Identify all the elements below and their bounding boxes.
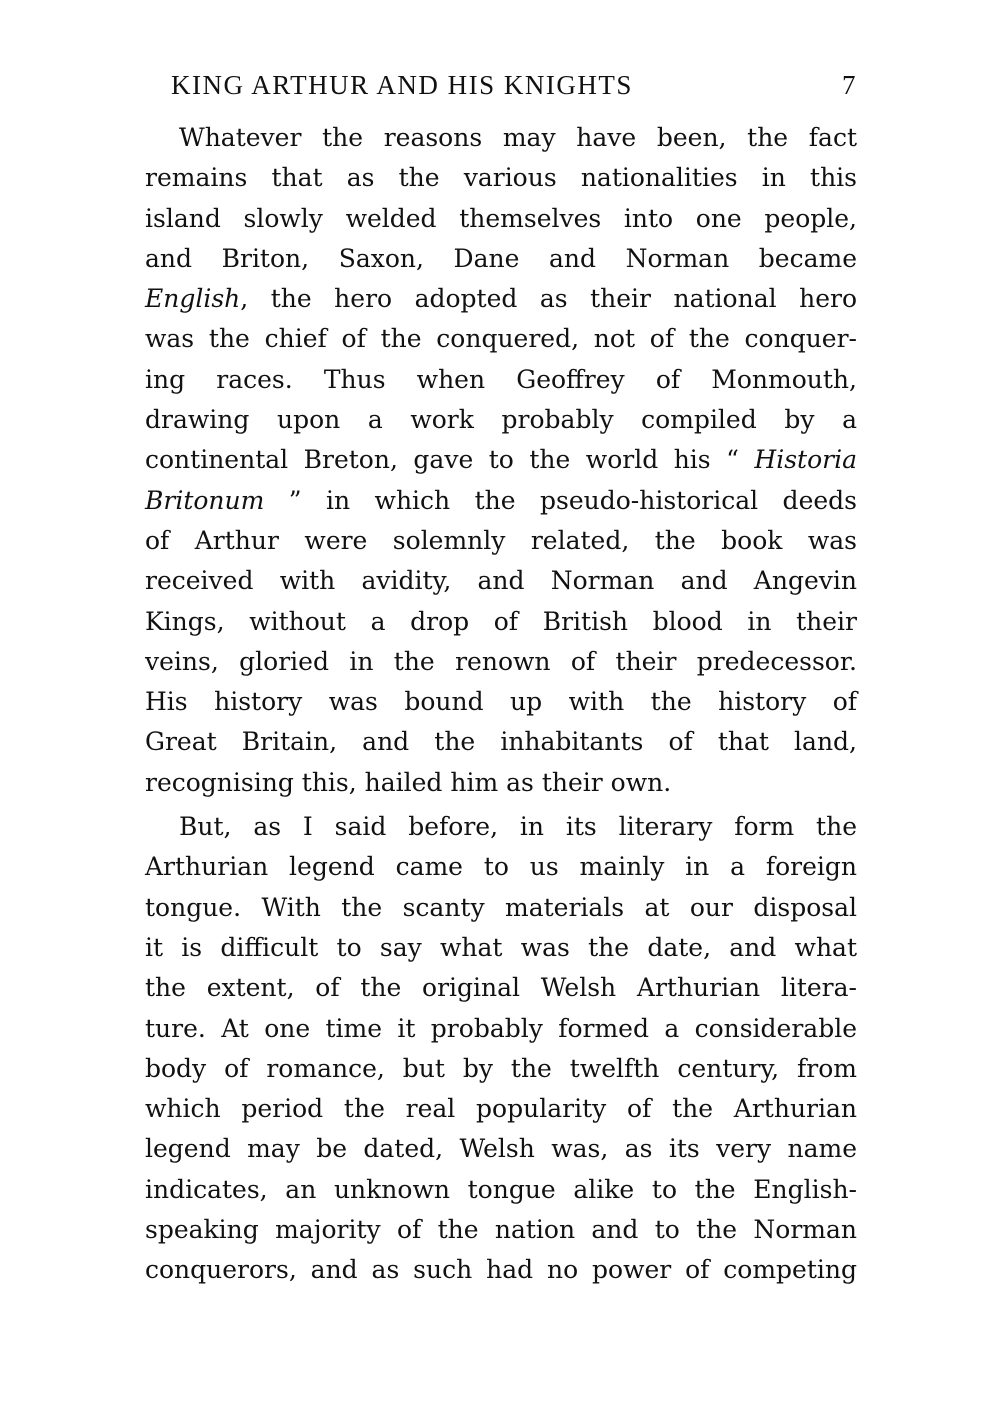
text-run: island slowly welded themselves into one people, [145,203,857,233]
text-run: indicates, an unknown tongue alike to the English- [145,1174,857,1204]
text-line [145,1210,857,1250]
text-line [145,279,857,319]
text-run: received with avidity, and Norman and Angevin [145,566,857,596]
text-line [145,440,857,480]
italic-text: Historia [754,445,857,475]
text-line [145,602,857,642]
text-run: and Briton, Saxon, Dane and Norman became [145,243,857,273]
text-run: Arthurian legend came to us mainly in a foreign [145,852,857,882]
page-number: 7 [842,70,857,100]
text-line [145,642,857,682]
text-line [145,1129,857,1169]
text-run: recognising this, hailed him as their own. [145,767,672,797]
text-run: of Arthur were solemnly related, the book was [145,525,857,555]
text-run: body of romance, but by the twelfth century, from [145,1053,857,1083]
text-line [145,239,857,279]
text-line [145,521,857,561]
italic-text: Britonum [145,485,265,515]
text-line [145,319,857,359]
text-run: , the hero adopted as their national hero [240,284,857,314]
text-run: His history was bound up with the history of [145,687,857,717]
text-run: tongue. With the scanty materials at our disposal [145,892,857,922]
text-line [145,1049,857,1089]
paragraph [145,807,857,1291]
text-run: legend may be dated, Welsh was, as its very name [145,1134,857,1164]
text-run: ” in which the pseudo-historical deeds [264,485,857,515]
text-run: continental Breton, gave to the world his “ [145,445,755,475]
text-run: ing races. Thus when Geoffrey of Monmouth, [145,364,857,394]
text-line [145,968,857,1008]
text-run: Great Britain, and the inhabitants of that land, [145,727,857,757]
text-run: drawing upon a work probably compiled by a [145,405,857,435]
text-run: remains that as the various nationalities in this [145,163,857,193]
text-line [145,199,857,239]
body-text [145,118,857,1291]
book-page [145,70,857,1291]
text-line [145,722,857,762]
text-line [145,847,857,887]
text-run: ture. At one time it probably formed a considerable [145,1013,857,1043]
text-line [145,1089,857,1129]
text-run: But, as I said before, in its literary form the [179,812,857,842]
text-run: which period the real popularity of the Arthurian [145,1094,857,1124]
text-run: the extent, of the original Welsh Arthurian litera- [145,973,857,1003]
text-line [145,682,857,722]
text-run: speaking majority of the nation and to the Norman [145,1215,857,1245]
text-line [145,561,857,601]
text-run: conquerors, and as such had no power of competing [145,1255,857,1285]
text-line [145,1170,857,1210]
text-line [145,360,857,400]
text-run: Whatever the reasons may have been, the fact [179,123,857,152]
text-line [145,400,857,440]
text-line [145,888,857,928]
text-line [145,1250,857,1290]
text-line [145,158,857,198]
text-line [145,807,857,847]
text-run: was the chief of the conquered, not of the conquer- [145,324,857,354]
text-run: veins, gloried in the renown of their predecessor. [145,646,857,676]
paragraph [145,118,857,803]
text-line [145,1009,857,1049]
text-line [145,481,857,521]
italic-text: English [145,284,241,314]
text-line [145,118,857,158]
text-run: it is difficult to say what was the date, and what [145,932,857,962]
running-title: KING ARTHUR AND HIS KNIGHTS [171,70,633,100]
text-run: Kings, without a drop of British blood in their [145,606,857,636]
text-line [145,928,857,968]
running-head [145,70,857,118]
text-line [145,763,857,803]
